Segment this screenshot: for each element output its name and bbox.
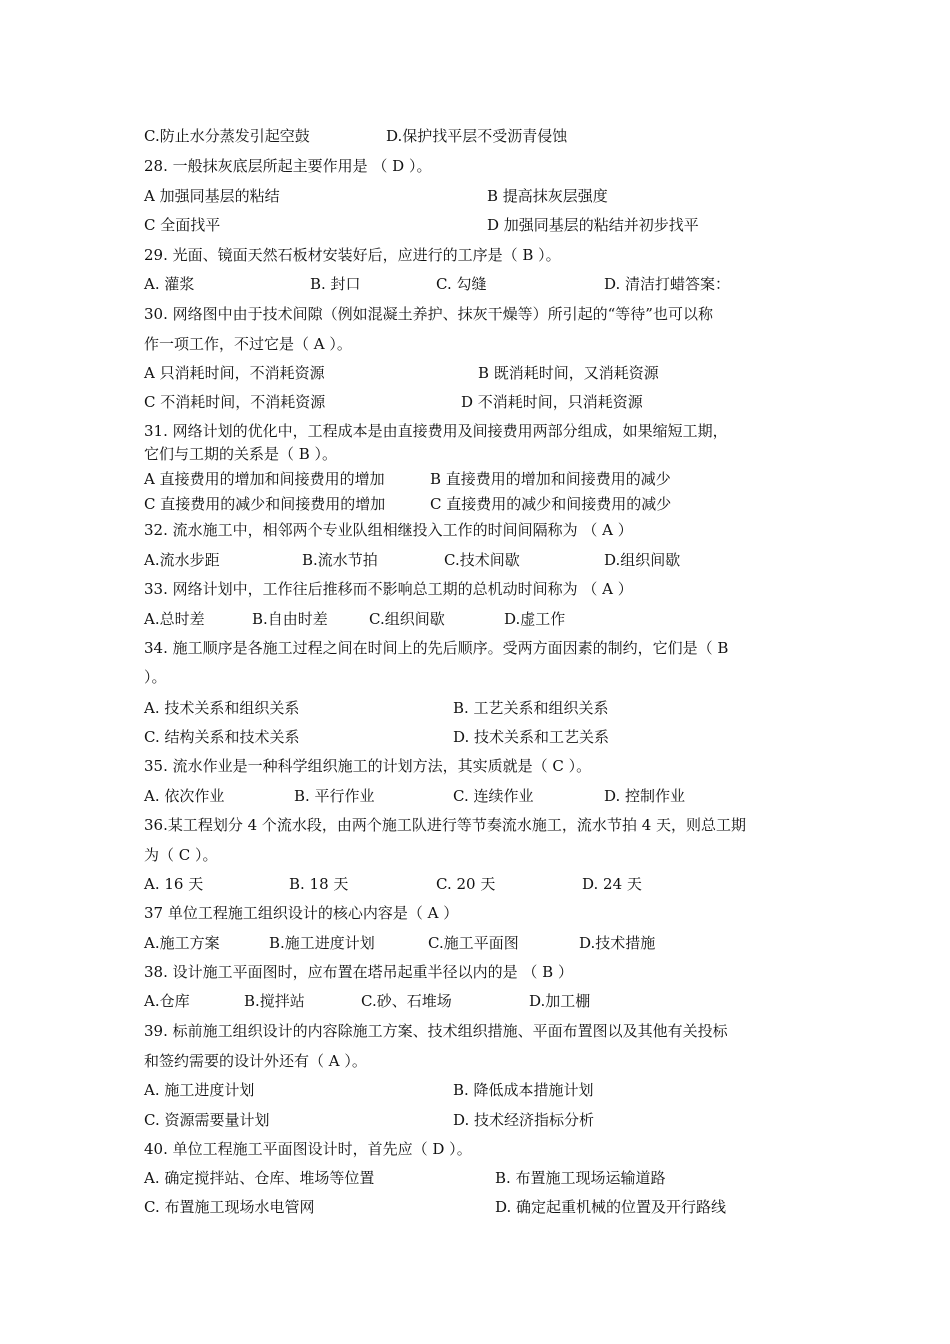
option-a: A 加强同基层的粘结	[144, 187, 280, 205]
option-d: D.加工棚	[529, 992, 591, 1010]
question-32: 32. 流水施工中，相邻两个专业队组相继投入工作的时间间隔称为 （ A ）	[144, 521, 633, 539]
option-d: D. 清洁打蜡答案：	[604, 275, 731, 293]
question-36-line-1: 36.某工程划分 4 个流水段，由两个施工队进行等节奏流水施工，流水节拍 4 天，则总工期	[144, 816, 747, 834]
option-b: B. 封口	[310, 275, 361, 293]
option-c: C. 20 天	[436, 875, 496, 893]
question-34-line-1: 34. 施工顺序是各施工过程之间在时间上的先后顺序。受两方面因素的制约，它们是（ B	[144, 639, 729, 657]
option-a: A 只消耗时间，不消耗资源	[144, 364, 325, 382]
option-a: A. 施工进度计划	[144, 1081, 255, 1099]
question-35: 35. 流水作业是一种科学组织施工的计划方法，其实质就是（ C ）。	[144, 757, 592, 775]
option-b: B 直接费用的增加和间接费用的减少	[430, 470, 671, 488]
question-30-line-1: 30. 网络图中由于技术间隙（例如混凝土养护、抹灰干燥等）所引起的“等待”也可以称	[144, 305, 713, 323]
option-d: D.虚工作	[504, 610, 566, 628]
option-b: B 提高抹灰层强度	[487, 187, 608, 205]
option-b: B.施工进度计划	[269, 934, 375, 952]
option-a: A. 技术关系和组织关系	[144, 699, 300, 717]
question-28: 28. 一般抹灰底层所起主要作用是 （ D ）。	[144, 157, 432, 175]
option-b: B.自由时差	[252, 610, 328, 628]
option-b: B. 18 天	[289, 875, 349, 893]
option-c: C.施工平面图	[428, 934, 519, 952]
option-d: D.保护找平层不受沥青侵蚀	[386, 127, 568, 145]
option-a: A. 灌浆	[144, 275, 195, 293]
option-a: A. 确定搅拌站、仓库、堆场等位置	[144, 1169, 375, 1187]
option-c: C.砂、石堆场	[361, 992, 452, 1010]
option-d: D 加强同基层的粘结并初步找平	[487, 216, 699, 234]
option-d: D.技术措施	[579, 934, 656, 952]
question-33: 33. 网络计划中，工作往后推移而不影响总工期的总机动时间称为 （ A ）	[144, 580, 633, 598]
question-38: 38. 设计施工平面图时，应布置在塔吊起重半径以内的是 （ B ）	[144, 963, 573, 981]
option-c: C 直接费用的减少和间接费用的增加	[144, 495, 386, 513]
option-c: C. 连续作业	[453, 787, 534, 805]
option-a: A 直接费用的增加和间接费用的增加	[144, 470, 385, 488]
option-a: A.总时差	[144, 610, 205, 628]
question-31-line-2: 它们与工期的关系是（ B ）。	[144, 445, 338, 463]
option-b: B. 降低成本措施计划	[453, 1081, 594, 1099]
option-d: D. 技术经济指标分析	[453, 1111, 595, 1129]
option-b: B. 工艺关系和组织关系	[453, 699, 609, 717]
option-c: C. 勾缝	[436, 275, 487, 293]
question-37: 37 单位工程施工组织设计的核心内容是（ A ）	[144, 904, 459, 922]
option-a: A.施工方案	[144, 934, 220, 952]
question-31-line-1: 31. 网络计划的优化中，工程成本是由直接费用及间接费用两部分组成，如果缩短工期，	[144, 422, 728, 440]
option-d: D. 24 天	[582, 875, 642, 893]
question-29: 29. 光面、镜面天然石板材安装好后，应进行的工序是（ B ）。	[144, 246, 561, 264]
question-39-line-2: 和签约需要的设计外还有（ A ）。	[144, 1052, 367, 1070]
option-b: B. 平行作业	[294, 787, 375, 805]
option-c: C 全面找平	[144, 216, 221, 234]
option-c: C. 结构关系和技术关系	[144, 728, 300, 746]
question-30-line-2: 作一项工作，不过它是（ A ）。	[144, 335, 352, 353]
option-d: C 直接费用的减少和间接费用的减少	[430, 495, 672, 513]
option-a: A. 16 天	[144, 875, 204, 893]
question-36-line-2: 为（ C ）。	[144, 846, 218, 864]
option-a: A. 依次作业	[144, 787, 225, 805]
option-c: C. 资源需要量计划	[144, 1111, 270, 1129]
option-c: C. 布置施工现场水电管网	[144, 1198, 315, 1216]
option-d: D.组织间歇	[604, 551, 681, 569]
option-b: B 既消耗时间，又消耗资源	[478, 364, 659, 382]
question-40: 40. 单位工程施工平面图设计时，首先应（ D ）。	[144, 1140, 472, 1158]
option-b: B.搅拌站	[244, 992, 305, 1010]
option-d: D 不消耗时间，只消耗资源	[461, 393, 643, 411]
question-34-line-2: ）。	[144, 668, 167, 686]
option-b: B.流水节拍	[302, 551, 378, 569]
option-a: A.仓库	[144, 992, 190, 1010]
option-c: C 不消耗时间，不消耗资源	[144, 393, 326, 411]
question-39-line-1: 39. 标前施工组织设计的内容除施工方案、技术组织措施、平面布置图以及其他有关投标	[144, 1022, 728, 1040]
option-d: D. 技术关系和工艺关系	[453, 728, 610, 746]
option-c: C.组织间歇	[369, 610, 445, 628]
option-c: C.技术间歇	[444, 551, 520, 569]
option-d: D. 确定起重机械的位置及开行路线	[495, 1198, 727, 1216]
option-a: A.流水步距	[144, 551, 220, 569]
option-d: D. 控制作业	[604, 787, 686, 805]
option-c: C.防止水分蒸发引起空鼓	[144, 127, 310, 145]
option-b: B. 布置施工现场运输道路	[495, 1169, 666, 1187]
